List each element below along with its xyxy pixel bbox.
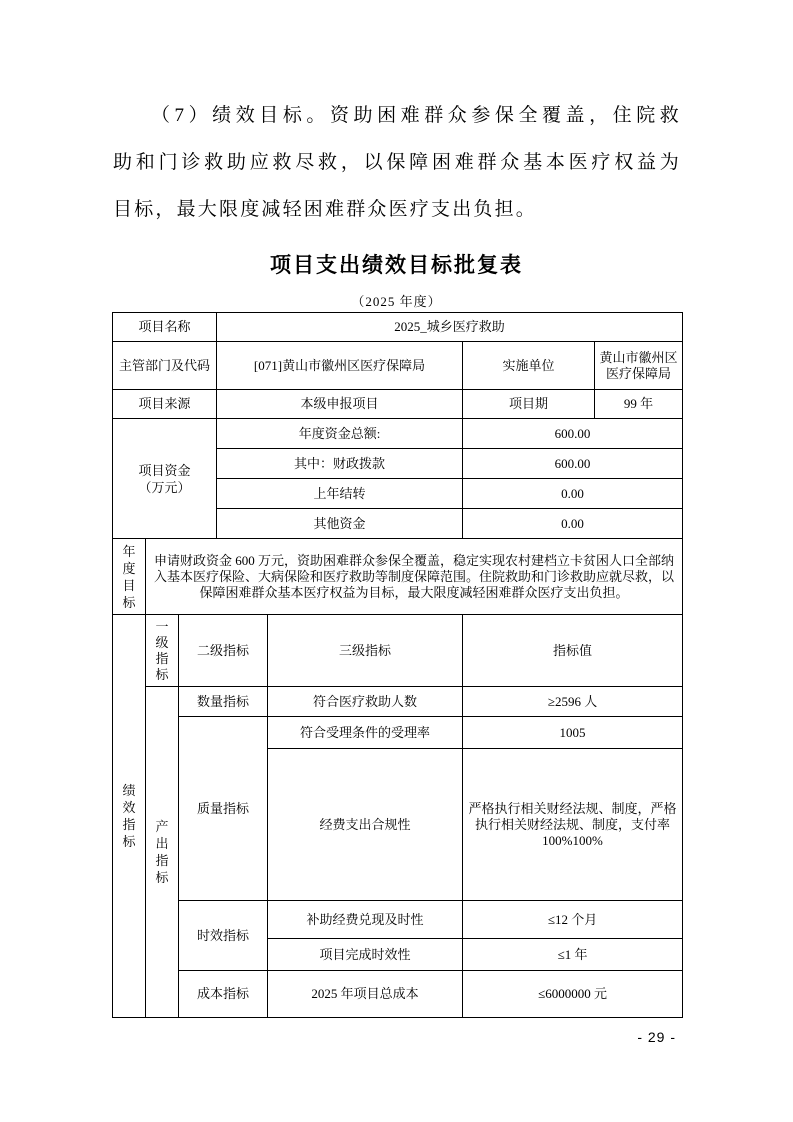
- annual-goal-label: [113, 539, 146, 615]
- indicator-value-cell: ≥2596 人: [463, 687, 683, 717]
- indicator-value-cell: 1005: [463, 717, 683, 749]
- funding-item-value: 600.00: [463, 419, 683, 449]
- indicator-level2-cell: 质量指标: [179, 717, 268, 901]
- indicator-level3-cell: 符合医疗救助人数: [268, 687, 463, 717]
- table-title: 项目支出绩效目标批复表: [270, 254, 523, 277]
- page-number: - 29 -: [637, 1029, 676, 1045]
- funding-item-value: 0.00: [463, 509, 683, 539]
- impl-unit-value: 黄山市徽州区医疗保障局: [595, 342, 683, 390]
- performance-target-table: [112, 312, 683, 1018]
- dept-label: 主管部门及代码: [113, 342, 217, 390]
- annual-goal-text: 申请财政资金 600 万元，资助困难群众参保全覆盖，稳定实现农村建档立卡贫困人口全部纳入基本医疗保险、大病保险和医疗救助等制度保障范围。住院救助和门诊救助应就尽救，以保障困难群众基本医疗权益为目标，最大限度减轻困难群众医疗支出负担。: [146, 539, 683, 615]
- period-label: 项目期: [463, 390, 595, 419]
- indicator-value-cell: ≤1 年: [463, 939, 683, 971]
- period-value: 99 年: [595, 390, 683, 419]
- indicator-level3-cell: 符合受理条件的受理率: [268, 717, 463, 749]
- level3-indicator-header: 三级指标: [268, 615, 463, 687]
- funding-label-text: 项目资金（万元）: [138, 462, 191, 495]
- indicator-level2-cell: 成本指标: [179, 971, 268, 1018]
- indicator-value-cell: ≤6000000 元: [463, 971, 683, 1018]
- indicator-value-header: 指标值: [463, 615, 683, 687]
- indicator-level3-cell: 补助经费兑现及时性: [268, 901, 463, 939]
- funding-item-name: 上年结转: [217, 479, 463, 509]
- funding-item-name: 年度资金总额:: [217, 419, 463, 449]
- annual-goal-label-text: 年度目标: [122, 543, 136, 610]
- project-name-value: 2025_城乡医疗救助: [217, 313, 683, 342]
- performance-indicators-label: [113, 615, 146, 1018]
- funding-item-value: 0.00: [463, 479, 683, 509]
- indicator-level2-cell: 时效指标: [179, 901, 268, 971]
- dept-value: [071]黄山市徽州区医疗保障局: [217, 342, 463, 390]
- indicator-level2-cell: 数量指标: [179, 687, 268, 717]
- impl-unit-label: 实施单位: [463, 342, 595, 390]
- level1-indicator-value: [146, 687, 179, 1018]
- indicator-level3-cell: 经费支出合规性: [268, 749, 463, 901]
- source-label: 项目来源: [113, 390, 217, 419]
- performance-indicators-label-text: 绩效指标: [122, 783, 136, 849]
- funding-item-name: 其中：财政拨款: [217, 449, 463, 479]
- indicator-level3-cell: 项目完成时效性: [268, 939, 463, 971]
- indicator-value-cell: 严格执行相关财经法规、制度，严格执行相关财经法规、制度，支付率 100%100%: [463, 749, 683, 901]
- paragraph-line: 助和门诊救助应救尽救，以保障困难群众基本医疗权益为: [113, 152, 681, 173]
- paragraph-line: 目标，最大限度减轻困难群众医疗支出负担。: [113, 199, 538, 220]
- indicator-value-cell: ≤12 个月: [463, 901, 683, 939]
- funding-item-value: 600.00: [463, 449, 683, 479]
- performance-goal-paragraph: [113, 92, 681, 233]
- level2-indicator-header: 二级指标: [179, 615, 268, 687]
- source-value: 本级申报项目: [217, 390, 463, 419]
- table-subtitle: （2025 年度）: [351, 294, 442, 309]
- paragraph-line: （7）绩效目标。资助困难群众参保全覆盖，住院救: [151, 105, 681, 126]
- level1-indicator-header-text: 一级指标: [155, 618, 169, 682]
- indicator-level3-cell: 2025 年项目总成本: [268, 971, 463, 1018]
- funding-label: [113, 419, 217, 539]
- level1-indicator-value-text: 产出指标: [155, 819, 169, 885]
- project-name-label: 项目名称: [113, 313, 217, 342]
- level1-indicator-header: [146, 615, 179, 687]
- funding-item-name: 其他资金: [217, 509, 463, 539]
